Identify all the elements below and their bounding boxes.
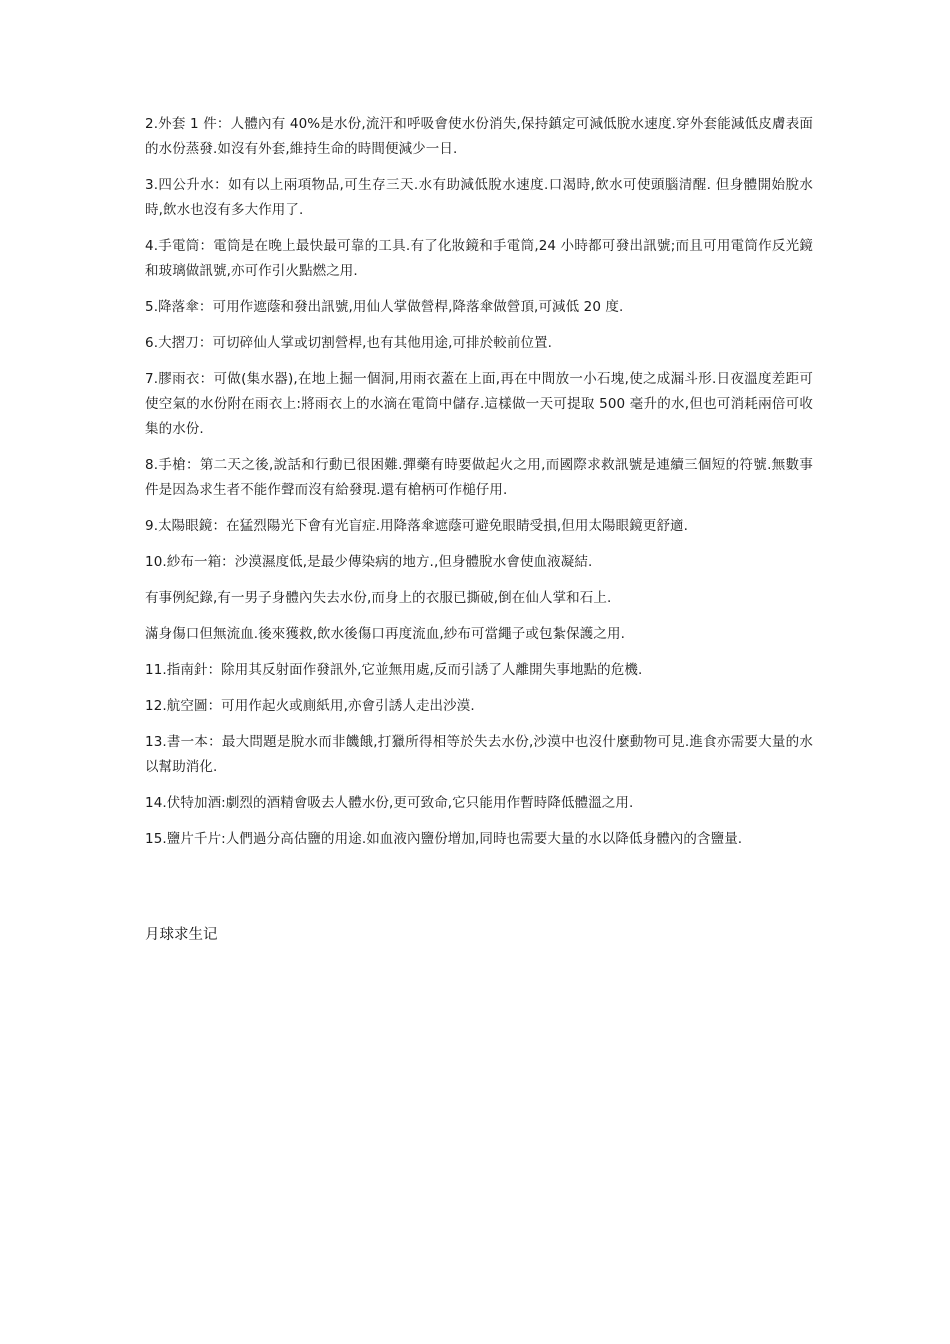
- section-heading: 月球求生记: [145, 927, 218, 943]
- paragraph-item-13-book: 13.書一本：最大問題是脫水而非饑餓,打獵所得相等於失去水份,沙漠中也沒什麼動物可見.進食亦需要大量的水以幫助消化.: [145, 734, 813, 775]
- document-body: [145, 112, 813, 947]
- paragraph-item-7-raincoat: 7.膠雨衣：可做(集水器),在地上掘一個洞,用雨衣蓋在上面,再在中間放一小石塊,使之成漏斗形.日夜溫度差距可使空氣的水份附在雨衣上:將雨衣上的水滴在電筒中儲存.這樣做一天可提取 500 毫升的水,但也可消耗兩倍可收集的水份.: [145, 371, 813, 437]
- paragraph-item-8-pistol: 8.手槍：第二天之後,說話和行動已很困難.彈藥有時要做起火之用,而國際求救訊號是連續三個短的符號.無數事件是因為求生者不能作聲而沒有給發現.還有槍柄可作槌仔用.: [145, 457, 813, 498]
- paragraph-item-9-sunglasses: 9.太陽眼鏡：在猛烈陽光下會有光盲症.用降落傘遮蔭可避免眼睛受損,但用太陽眼鏡更舒適.: [145, 518, 689, 534]
- section-spacer: [145, 863, 813, 923]
- paragraph-item-2-coat: 2.外套 1 件：人體內有 40%是水份,流汗和呼吸會使水份消失,保持鎮定可減低脫水速度.穿外套能減低皮膚表面的水份蒸發.如沒有外套,維持生命的時間便減少一日.: [145, 116, 813, 157]
- paragraph-item-11-compass: 11.指南針：除用其反射面作發訊外,它並無用處,反而引誘了人離開失事地點的危機.: [145, 662, 643, 678]
- paragraph-item-15-salt-tablets: 15.鹽片千片:人們過分高估鹽的用途.如血液內鹽份增加,同時也需要大量的水以降低身體內的含鹽量.: [145, 831, 743, 847]
- paragraph-item-5-parachute: 5.降落傘：可用作遮蔭和發出訊號,用仙人掌做營桿,降落傘做營頂,可減低 20 度.: [145, 299, 624, 315]
- paragraph-case-record: 有事例紀錄,有一男子身體內失去水份,而身上的衣服已撕破,倒在仙人掌和石上.: [145, 590, 612, 606]
- paragraph-item-4-flashlight: 4.手電筒：電筒是在晚上最快最可靠的工具.有了化妝鏡和手電筒,24 小時都可發出訊號;而且可用電筒作反光鏡和玻璃做訊號,亦可作引火點燃之用.: [145, 238, 813, 279]
- paragraph-item-6-knife: 6.大摺刀：可切碎仙人掌或切割營桿,也有其他用途,可排於較前位置.: [145, 335, 553, 351]
- paragraph-item-10-gauze: 10.紗布一箱：沙漠濕度低,是最少傳染病的地方.,但身體脫水會使血液凝結.: [145, 554, 593, 570]
- paragraph-item-3-water: 3.四公升水：如有以上兩項物品,可生存三天.水有助減低脫水速度.口渴時,飲水可使頭腦清醒. 但身體開始脫水時,飲水也沒有多大作用了.: [145, 177, 813, 218]
- paragraph-case-wounds: 滿身傷口但無流血.後來獲救,飲水後傷口再度流血,紗布可當繩子或包紮保護之用.: [145, 626, 625, 642]
- paragraph-item-14-vodka: 14.伏特加酒:劇烈的酒精會吸去人體水份,更可致命,它只能用作暫時降低體溫之用.: [145, 795, 634, 811]
- paragraph-item-12-air-map: 12.航空圖：可用作起火或廁紙用,亦會引誘人走出沙漠.: [145, 698, 475, 714]
